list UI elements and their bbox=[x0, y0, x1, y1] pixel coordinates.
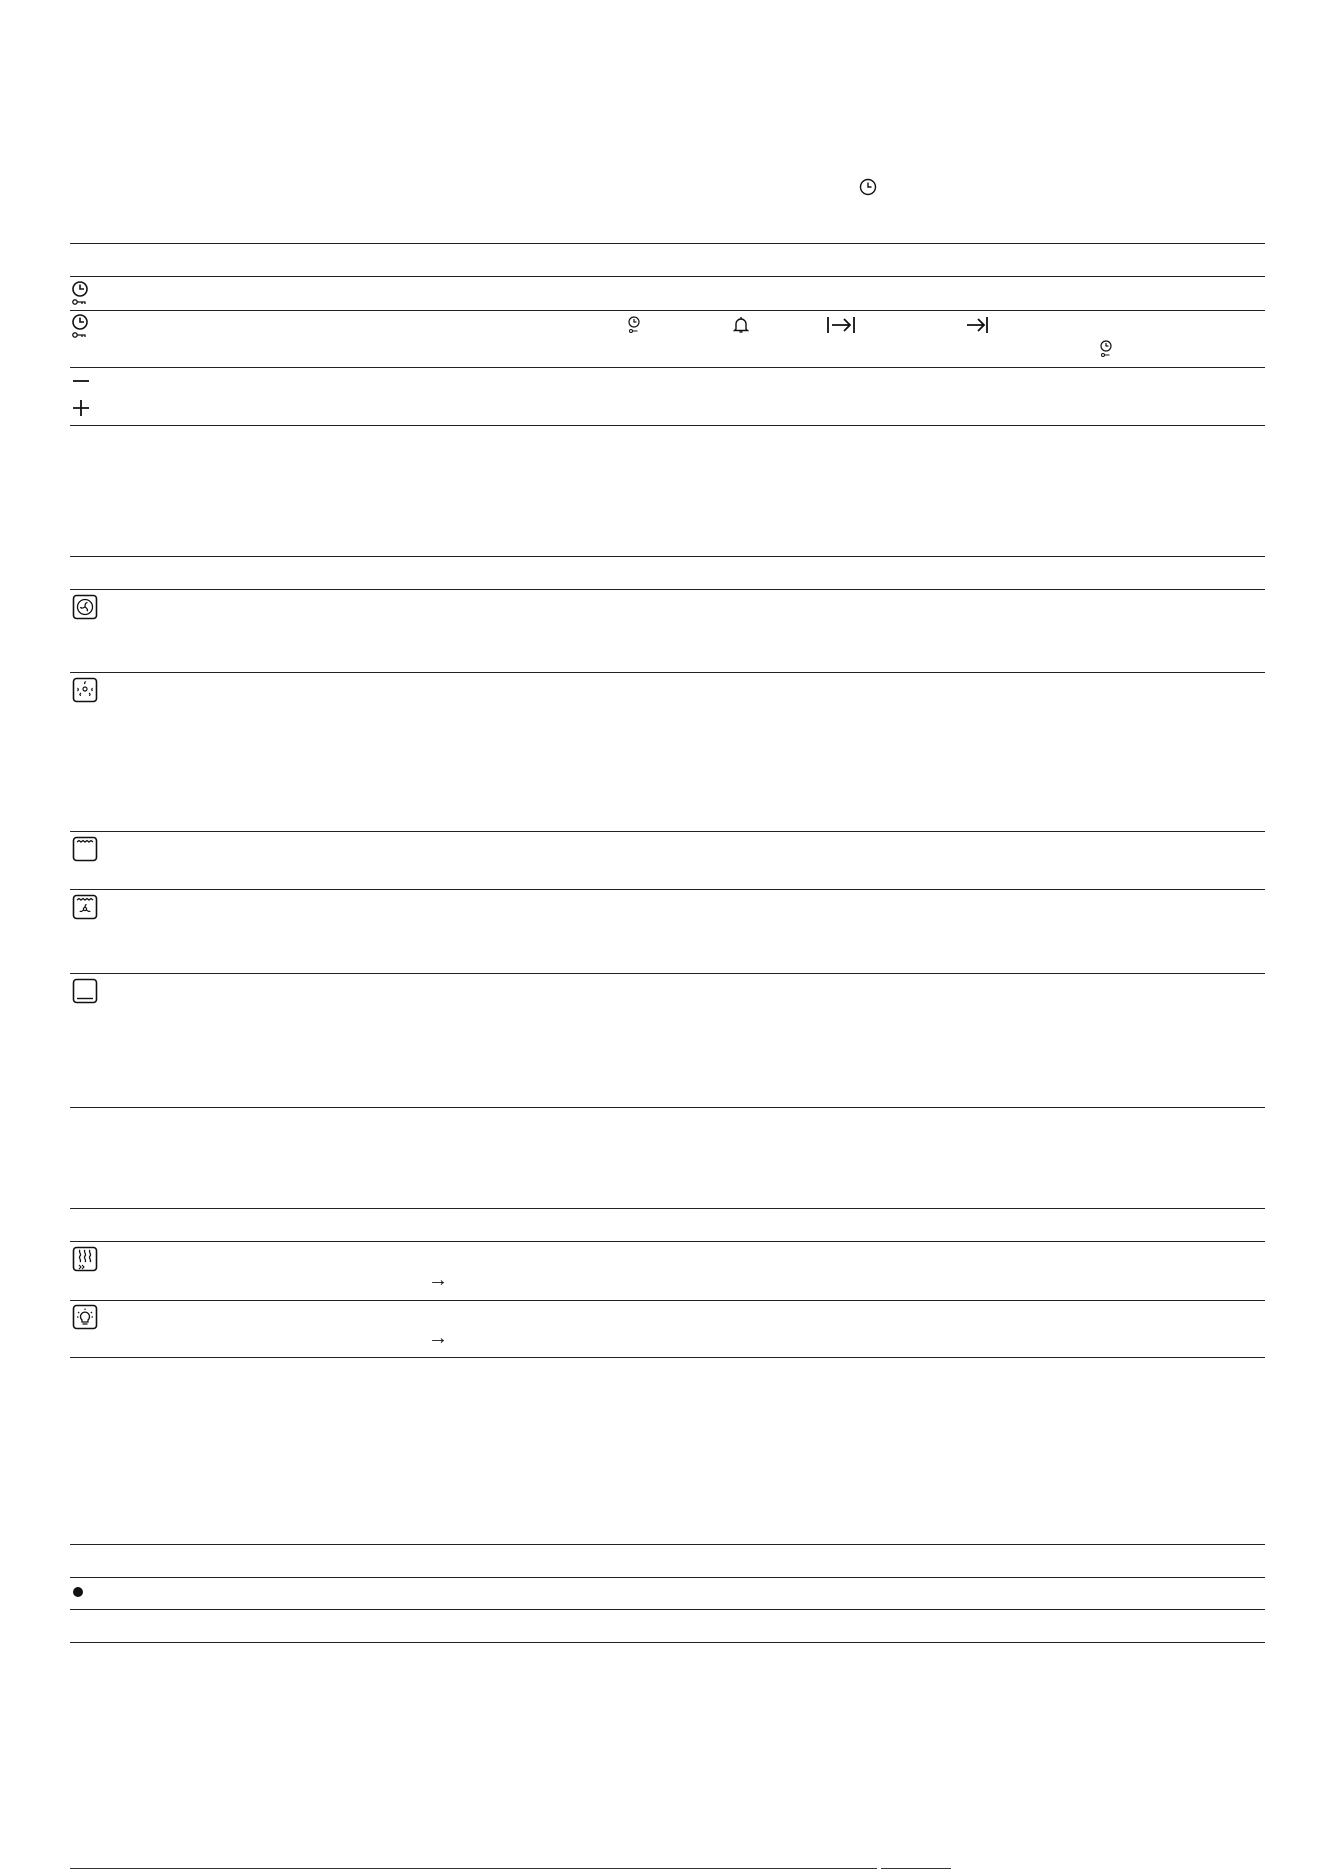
table-4-row-rule bbox=[70, 1609, 1265, 1610]
footer-rule bbox=[881, 1868, 951, 1869]
bell-icon bbox=[733, 316, 749, 334]
footer-rule bbox=[70, 1868, 877, 1869]
duration-arrow-icon bbox=[826, 316, 856, 334]
fan-heating-icon bbox=[72, 594, 98, 620]
clock-key-icon bbox=[70, 281, 90, 307]
table-3-header-rule bbox=[70, 1241, 1265, 1242]
table-2-row-rule bbox=[70, 831, 1265, 832]
bottom-heat-icon bbox=[72, 978, 98, 1004]
table-2-row-rule bbox=[70, 973, 1265, 974]
table-1-bottom-rule bbox=[70, 425, 1265, 426]
table-4-bottom-rule bbox=[70, 1642, 1265, 1643]
grill-fan-icon bbox=[72, 894, 98, 920]
end-time-arrow-icon bbox=[965, 316, 989, 334]
arrow-text: → bbox=[428, 1269, 448, 1291]
minus-icon bbox=[72, 375, 90, 387]
table-4-header-rule bbox=[70, 1577, 1265, 1578]
table-3-bottom-rule bbox=[70, 1357, 1265, 1358]
bullet-dot-icon bbox=[72, 1586, 84, 1598]
table-2-top-rule bbox=[70, 556, 1265, 557]
table-2-row-rule bbox=[70, 889, 1265, 890]
table-1-row-rule bbox=[70, 310, 1265, 311]
clock-icon bbox=[859, 178, 877, 196]
table-2-row-rule bbox=[70, 672, 1265, 673]
clock-key-icon bbox=[70, 314, 90, 340]
table-2-header-rule bbox=[70, 589, 1265, 590]
oven-light-icon bbox=[72, 1304, 98, 1330]
table-1-row-rule bbox=[70, 367, 1265, 368]
table-3-top-rule bbox=[70, 1208, 1265, 1209]
small-clock-key-icon bbox=[627, 316, 641, 334]
arrow-text: → bbox=[428, 1327, 448, 1349]
table-3-row-rule bbox=[70, 1300, 1265, 1301]
rapid-heat-icon bbox=[72, 1246, 98, 1272]
table-4-top-rule bbox=[70, 1544, 1265, 1545]
grill-icon bbox=[72, 836, 98, 862]
table-2-bottom-rule bbox=[70, 1107, 1265, 1108]
plus-icon bbox=[72, 399, 90, 417]
small-clock-key-icon bbox=[1099, 340, 1113, 358]
table-1-top-rule bbox=[70, 243, 1265, 244]
hot-air-gentle-icon bbox=[72, 677, 98, 703]
table-1-header-rule bbox=[70, 276, 1265, 277]
